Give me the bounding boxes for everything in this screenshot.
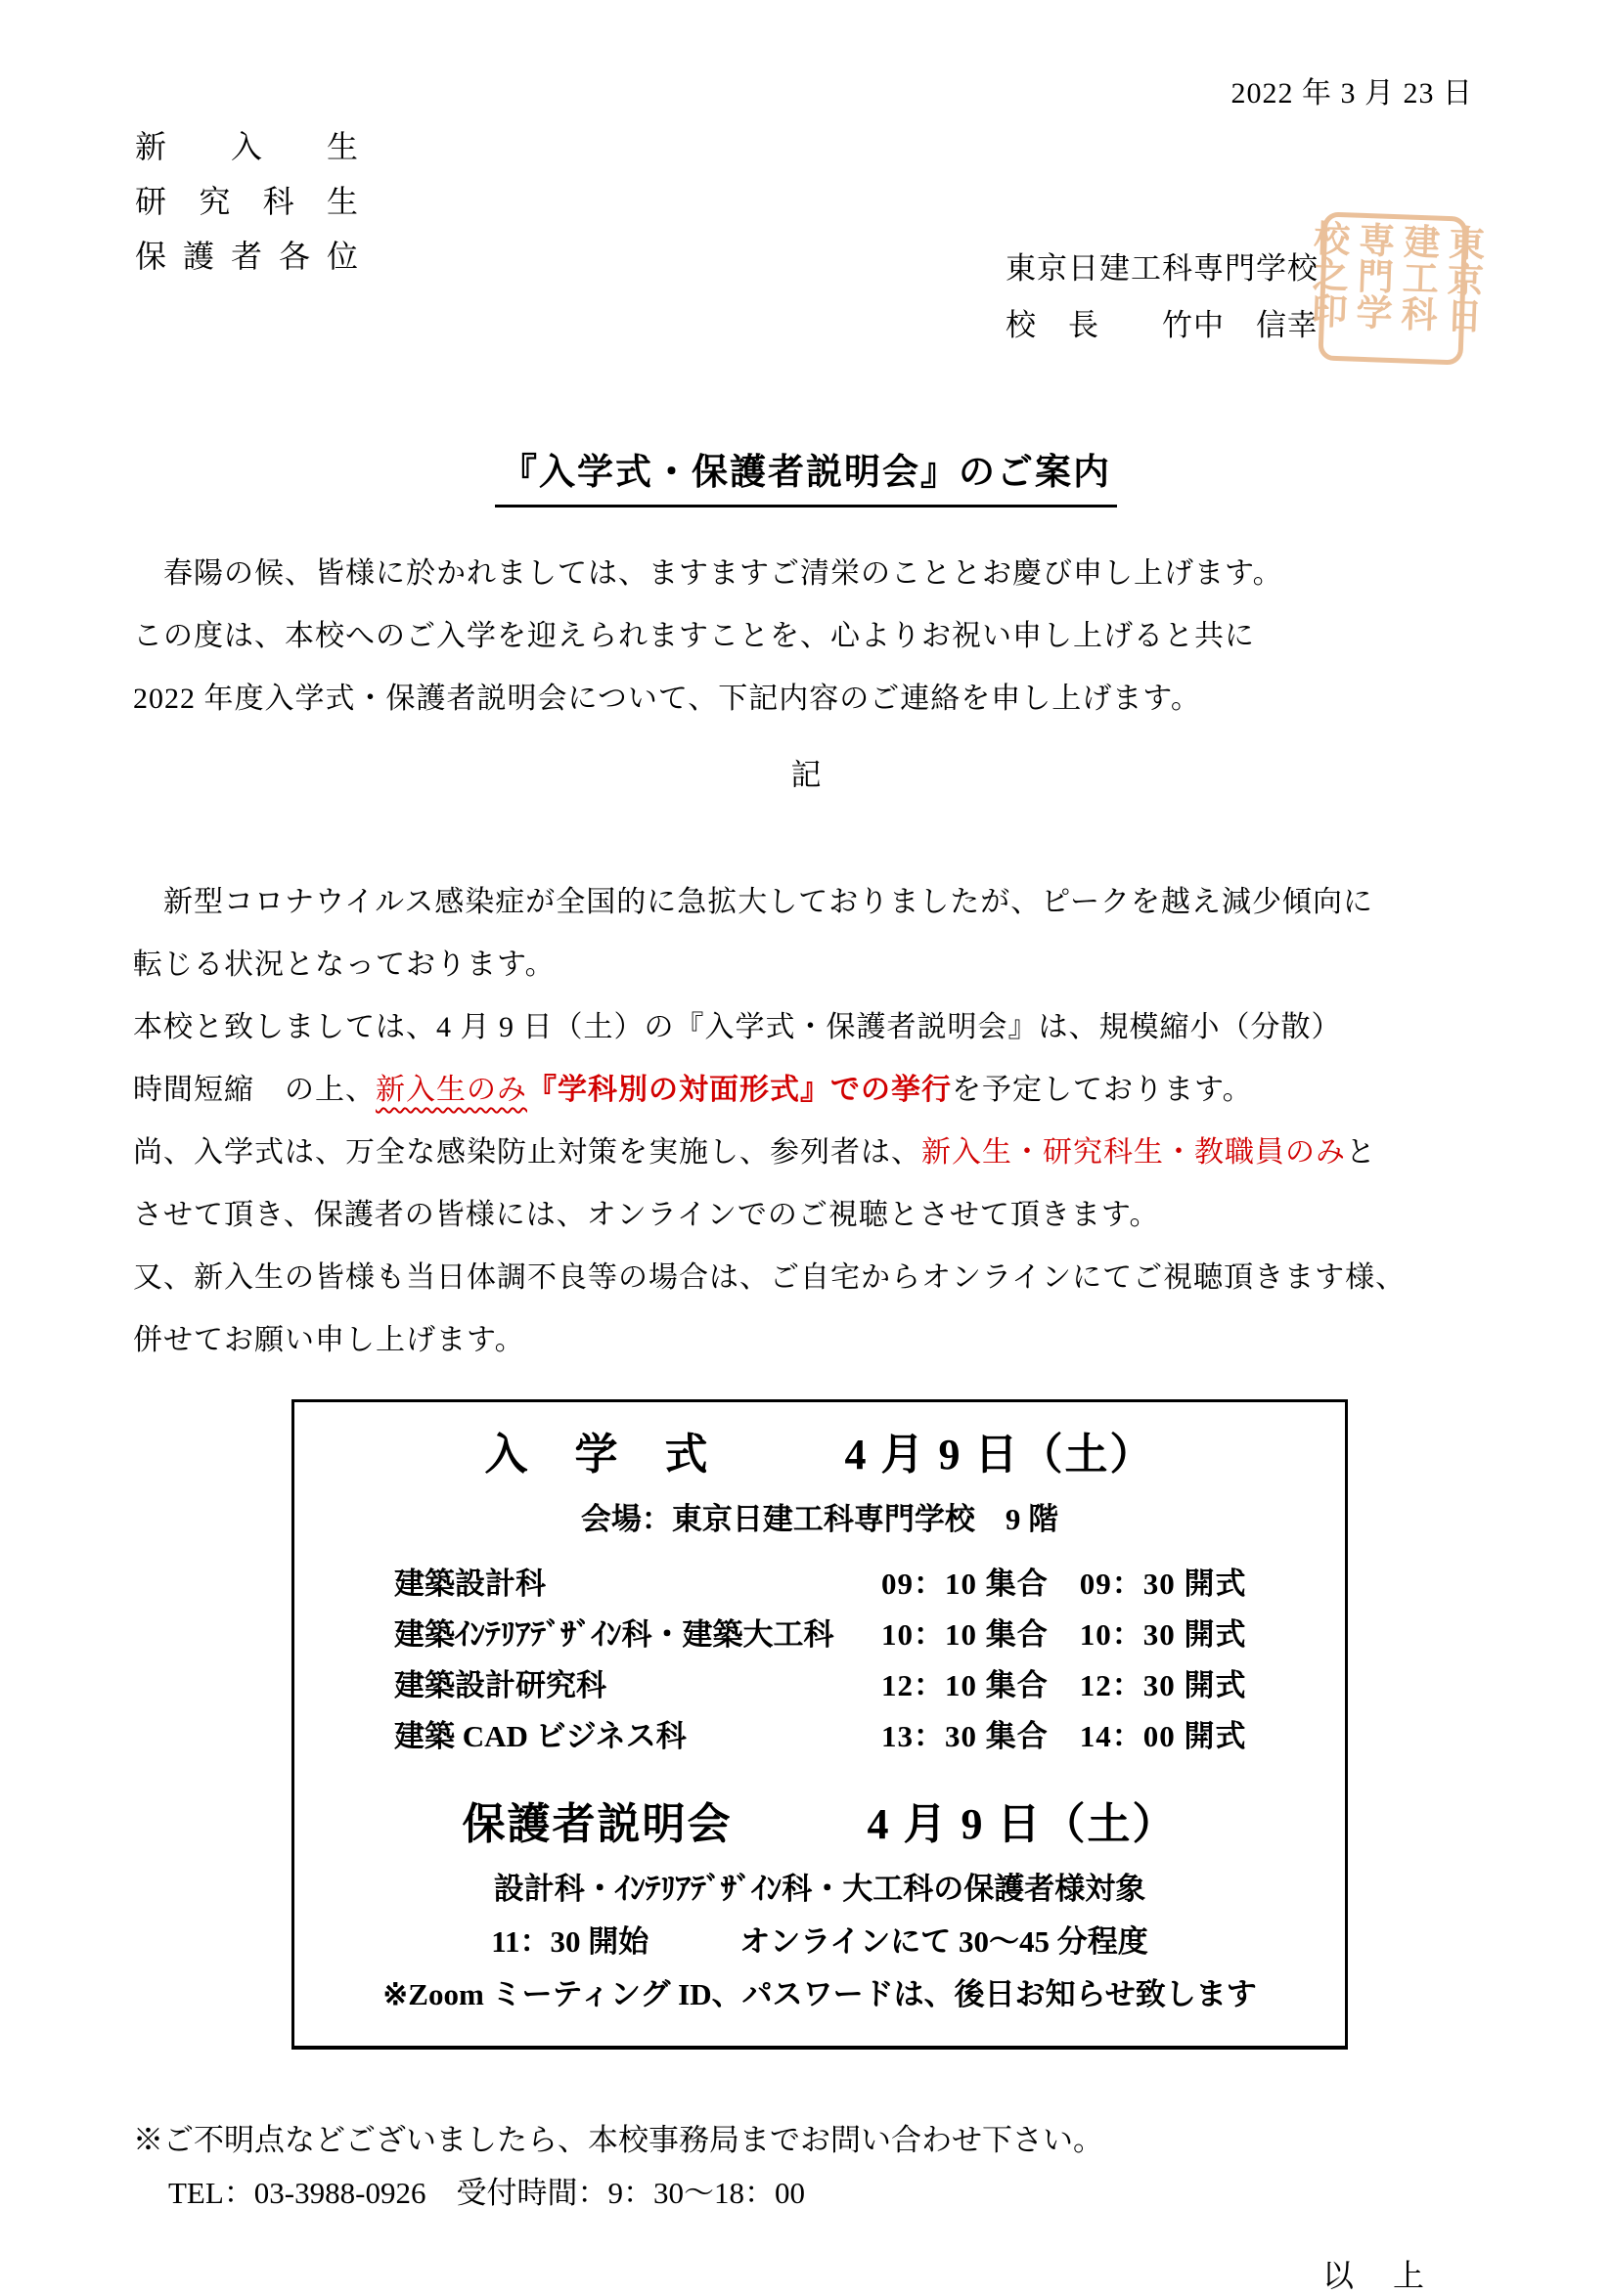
- ceremony-venue: 会場：東京日建工科専門学校 9 階: [580, 1502, 1059, 1536]
- dept-time: 10：10 集合 10：30 開式: [881, 1617, 1247, 1652]
- school-seal-stamp: [1304, 211, 1484, 365]
- briefing-title: 保護者説明会 4 月 9 日（土）: [462, 1800, 1178, 1848]
- document-body: [133, 442, 1479, 2296]
- dept-name: 建築設計科: [394, 1567, 546, 1601]
- footer-contact-line: ※ご不明点などございましたら、本校事務局までお問い合わせ下さい。: [133, 2123, 1103, 2157]
- highlight-attendees-text: 新入生・研究科生・教職員のみ: [921, 1136, 1346, 1169]
- table-row: [394, 1711, 1345, 1762]
- ki-marker: 記: [790, 758, 822, 792]
- document-date: 2022 年 3 月 23 日: [1230, 77, 1473, 110]
- sender-principal-name: 校 長 竹中 信幸: [1006, 308, 1319, 342]
- dept-name: 建築 CAD ビジネス科: [394, 1719, 687, 1753]
- dept-time: 13：30 集合 14：00 開式: [881, 1719, 1247, 1753]
- ceremony-plan-paragraph: 本校と致しましては、4 月 9 日（土）の『入学式・保護者説明会』は、規模縮小（分散） 時間短縮 の上、新入生のみ『学科別の対面形式』での挙行を予定しております。: [133, 1011, 1342, 1106]
- closing-mark: 以 上: [1321, 2258, 1428, 2293]
- sender-school-name: 東京日建工科専門学校: [1006, 251, 1319, 286]
- school-seal-text: 東京日建工科専門学校之印: [1304, 218, 1484, 334]
- sender-block: [1006, 241, 1319, 354]
- dept-name: 建築設計研究科: [394, 1668, 606, 1702]
- briefing-zoom-note: ※Zoom ミーティング ID、パスワードは、後日お知らせ致します: [382, 1977, 1257, 2011]
- attendance-policy-paragraph: 尚、入学式は、万全な感染防止対策を実施し、参列者は、新入生・研究科生・教職員のみと させて頂き、保護者の皆様には、オンラインでのご視聴とさせて頂きます。 又、新入生の皆様も当日体調不良等の場合は、ご自宅からオンラインにてご視聴頂きます様、 併せてお願い申し上げます。: [133, 1136, 1407, 1356]
- highlight-new-students-only: 新入生のみ: [376, 1074, 527, 1106]
- dept-name: 建築ｲﾝﾃﾘｱﾃﾞｻﾞｲﾝ科・建築大工科: [394, 1617, 834, 1652]
- dept-time: 09：10 集合 09：30 開式: [881, 1567, 1247, 1601]
- addressee-line-guardians: 保 護 者 各 位: [135, 239, 358, 274]
- briefing-time: 11：30 開始 オンラインにて 30～45 分程度: [491, 1924, 1148, 1959]
- footer-tel-line: TEL：03-3988-0926 受付時間：9：30～18：00: [168, 2176, 805, 2210]
- briefing-audience: 設計科・ｲﾝﾃﾘｱﾃﾞｻﾞｲﾝ科・大工科の保護者様対象: [493, 1872, 1146, 1906]
- addressee-block: [135, 119, 358, 284]
- ceremony-title: 入 学 式 4 月 9 日（土）: [484, 1431, 1155, 1479]
- footer-contact-block: [133, 2114, 1479, 2220]
- addressee-line-new-students: 新 入 生: [135, 129, 358, 164]
- page-title: 『入学式・保護者説明会』のご案内: [495, 442, 1117, 508]
- ceremony-schedule-table: [294, 1559, 1345, 1762]
- schedule-box: [291, 1399, 1348, 2050]
- table-row: [394, 1610, 1345, 1660]
- covid-status-paragraph: 新型コロナウイルス感染症が全国的に急拡大しておりましたが、ピークを越え減少傾向に 転じる状況となっております。: [133, 886, 1373, 981]
- greeting-paragraph: 春陽の候、皆様に於かれましては、ますますご清栄のこととお慶び申し上げます。 この度は、本校へのご入学を迎えられますことを、心よりお祝い申し上げると共に 2022 年度入学式・保護者説明会について、下記内容のご連絡を申し上げます。: [133, 557, 1283, 715]
- table-row: [394, 1559, 1345, 1610]
- dept-time: 12：10 集合 12：30 開式: [881, 1668, 1247, 1702]
- table-row: [394, 1660, 1345, 1711]
- highlight-format-text: 『学科別の対面形式』での挙行: [527, 1074, 952, 1106]
- addressee-line-research-students: 研 究 科 生: [135, 184, 358, 219]
